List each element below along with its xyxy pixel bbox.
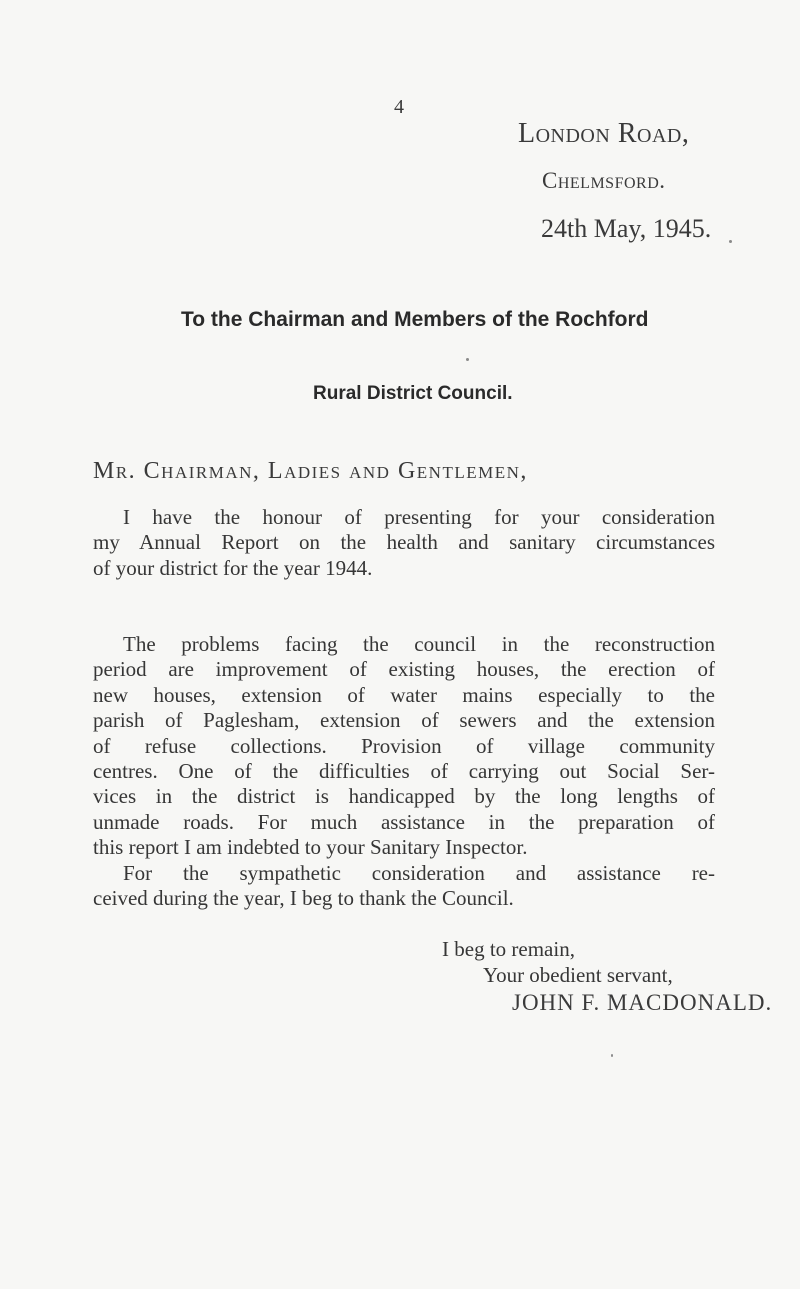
closing-servant: Your obedient servant,	[483, 963, 673, 987]
paragraph-line: of your district for the year 1944.	[93, 555, 373, 580]
paragraph-line: centres. One of the difficulties of carrying out Social Ser-	[93, 759, 715, 784]
paper-speck	[729, 240, 732, 243]
salutation: Mr. Chairman, Ladies and Gentlemen,	[93, 458, 528, 484]
address-street: London Road,	[518, 118, 690, 149]
paragraph-line: ceived during the year, I beg to thank the Council.	[93, 886, 514, 911]
paragraph-line: period are improvement of existing houses, the erection of	[93, 657, 715, 682]
addressee-heading-line-2: Rural District Council.	[313, 383, 513, 404]
page-number: 4	[394, 96, 404, 118]
signature: JOHN F. MACDONALD.	[512, 990, 773, 1015]
paragraph-introduction	[93, 505, 715, 581]
letter-date: 24th May, 1945.	[541, 214, 712, 243]
addressee-heading-line-1: To the Chairman and Members of the Rochford	[181, 308, 649, 331]
paragraph-line: The problems facing the council in the reconstruction	[123, 632, 715, 656]
paragraph-line: this report I am indebted to your Sanitary Inspector.	[93, 835, 528, 860]
paragraph-line: I have the honour of presenting for your consideration	[123, 505, 715, 529]
address-town: Chelmsford.	[542, 168, 666, 193]
paragraph-problems	[93, 632, 715, 861]
paper-speck	[611, 1054, 613, 1057]
paragraph-thanks	[93, 861, 715, 912]
paragraph-line: my Annual Report on the health and sanitary circumstances	[93, 530, 715, 555]
paragraph-line: new houses, extension of water mains especially to the	[93, 682, 715, 707]
paper-speck	[466, 358, 469, 361]
paragraph-line: of refuse collections. Provision of village community	[93, 733, 715, 758]
paragraph-line: For the sympathetic consideration and assistance re-	[123, 861, 715, 885]
paragraph-line: vices in the district is handicapped by the long lengths of	[93, 784, 715, 809]
paragraph-line: parish of Paglesham, extension of sewers and the extension	[93, 708, 715, 733]
paragraph-line: unmade roads. For much assistance in the preparation of	[93, 809, 715, 834]
closing-remain: I beg to remain,	[442, 937, 575, 961]
